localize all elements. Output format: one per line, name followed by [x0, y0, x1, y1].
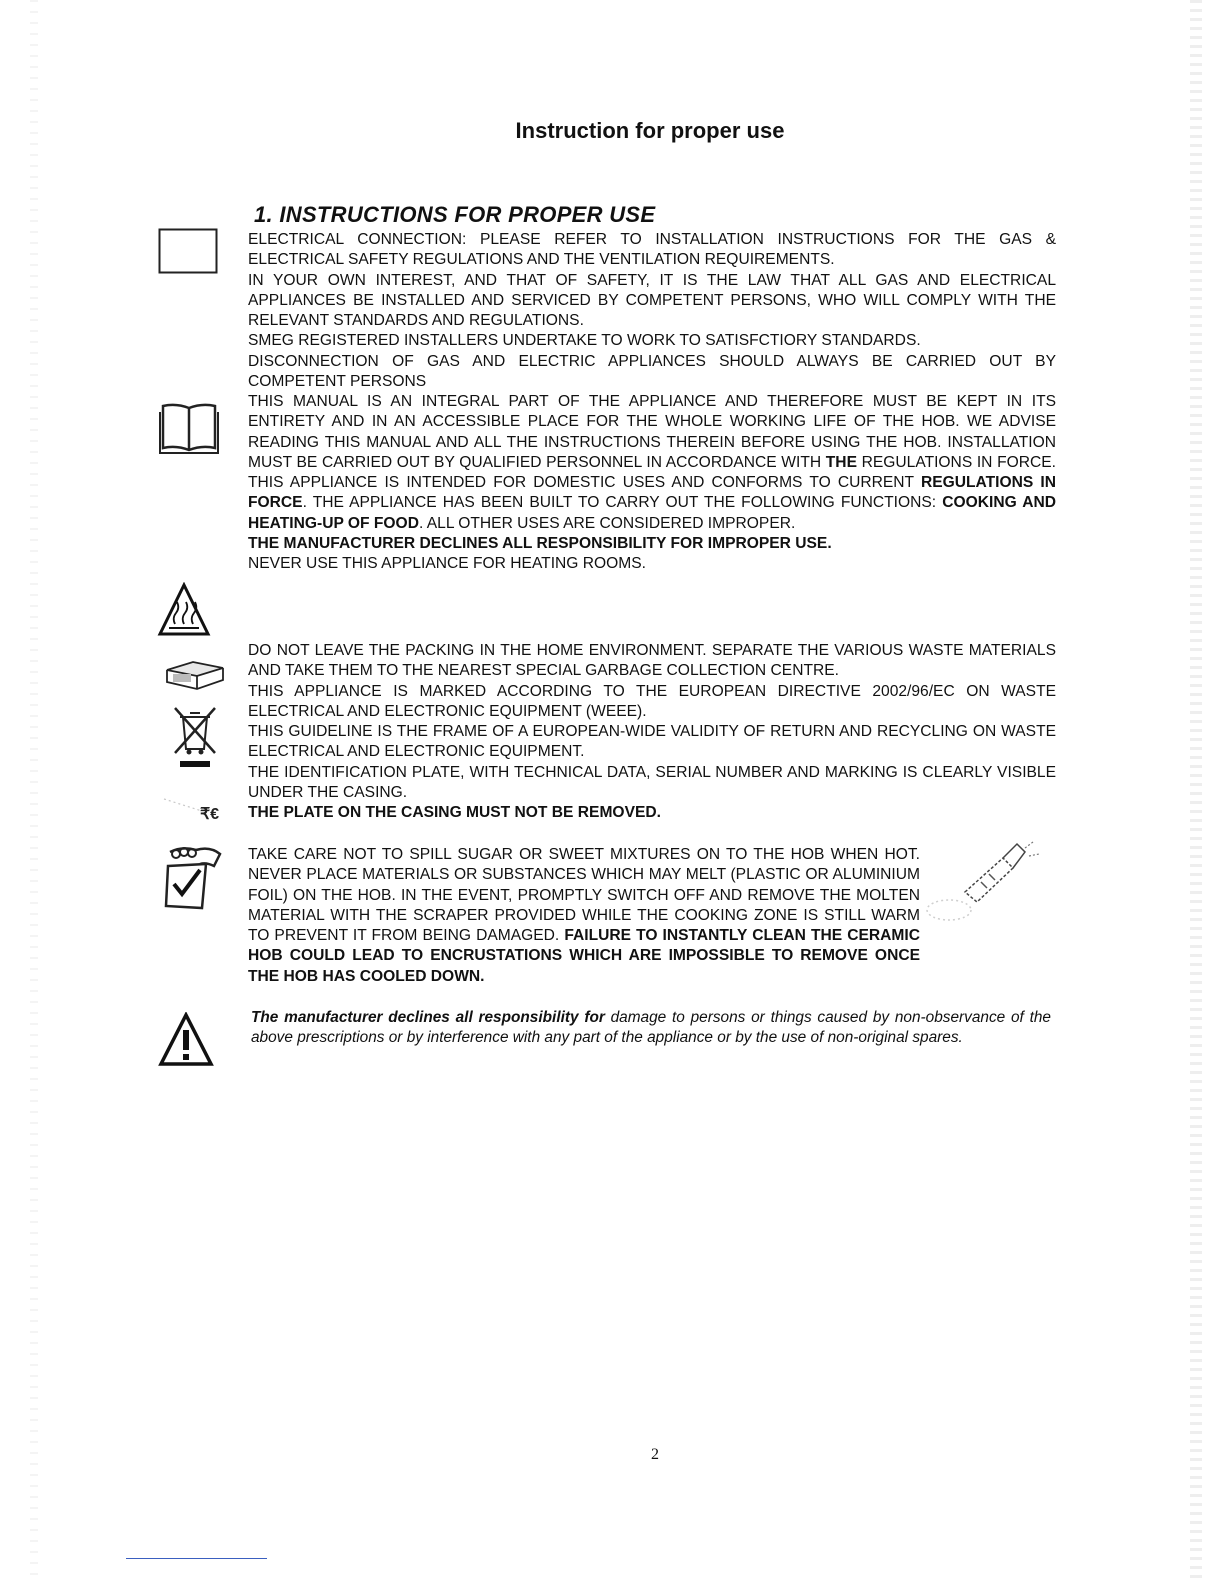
page-number: 2 — [651, 1446, 659, 1463]
manual-text: THIS MANUAL IS AN INTEGRAL PART OF THE APPLIANCE AND THEREFORE MUST BE KEPT IN ITS ENTIRETY AND IN AN ACCESSIBLE PLACE FOR THE WHOLE WORKING LIFE OF THE HOB. WE ADVISE READING THIS MANUAL AND ALL THE INSTRUCTIONS THEREIN BEFORE USING THE HOB. INSTALLATION MUST BE CARRIED OUT BY QUALIFIED PERSONNEL IN ACCORDANCE WITH THE REGULATIONS IN FORCE. THIS APPLIANCE IS INTENDED FOR DOMESTIC USES AND CONFORMS TO CURRENT REGULATIONS IN FORCE. THE APPLIANCE HAS BEEN BUILT TO CARRY OUT THE FOLLOWING FUNCTIONS: COOKING AND HEATING-UP OF FOOD. ALL OTHER USES ARE CONSIDERED IMPROPER. — [248, 393, 1057, 532]
scan-edge-left — [30, 0, 38, 1584]
open-book-icon — [158, 400, 220, 455]
exclamation-warning-icon — [158, 1012, 214, 1068]
weee-guideline-text: THIS GUIDELINE IS THE FRAME OF A EUROPEAN-WIDE VALIDITY OF RETURN AND RECYCLING ON WASTE ELECTRICAL AND ELECTRONIC EQUIPMENT. — [248, 723, 1056, 761]
hand-checkmark-icon — [162, 844, 228, 912]
ceramic-hob-block — [248, 845, 920, 987]
section-heading: 1. INSTRUCTIONS FOR PROPER USE — [254, 202, 656, 227]
installers-text: SMEG REGISTERED INSTALLERS UNDERTAKE TO WORK TO SATISFCTIORY STANDARDS. — [248, 332, 921, 350]
page-title: Instruction for proper use — [515, 118, 785, 143]
hot-surface-warning-icon — [157, 582, 211, 638]
svg-text:₹€: ₹€ — [200, 806, 220, 823]
disconnection-text: DISCONNECTION OF GAS AND ELECTRIC APPLIANCES SHOULD ALWAYS BE CARRIED OUT BY COMPETENT PERSONS — [248, 352, 1056, 391]
law-text: IN YOUR OWN INTEREST, AND THAT OF SAFETY, IT IS THE LAW THAT ALL GAS AND ELECTRICAL APPLIANCES BE INSTALLED AND SERVICED BY COMPETENT PERSONS, WHO WILL COMPLY WITH THE RELEVANT STANDARDS AND REGULATIONS. — [248, 271, 1056, 330]
scraper-icon — [925, 838, 1045, 930]
weee-directive-text: THIS APPLIANCE IS MARKED ACCORDING TO THE EUROPEAN DIRECTIVE 2002/96/EC ON WASTE ELECTRICAL AND ELECTRONIC EQUIPMENT (WEEE). — [248, 682, 1056, 720]
declines-text: THE MANUFACTURER DECLINES ALL RESPONSIBILITY FOR IMPROPER USE. — [248, 535, 832, 553]
scan-edge-right — [1190, 0, 1202, 1584]
disclaimer-text: The manufacturer declines all responsibility for damage to persons or things caused by non-observance of the above prescriptions or by interference with any part of the appliance or by the use of non-original spares. — [251, 1009, 1051, 1047]
electrical-connection-block — [248, 230, 1056, 392]
disclaimer-block — [251, 1008, 1051, 1049]
empty-box-icon — [158, 228, 218, 274]
packaging-box-icon — [163, 658, 227, 692]
plate-warning-text: THE PLATE ON THE CASING MUST NOT BE REMOVED. — [248, 804, 661, 822]
crossed-out-bin-icon — [170, 703, 220, 769]
never-heating-text: NEVER USE THIS APPLIANCE FOR HEATING ROOMS. — [248, 555, 647, 573]
sugar-text: TAKE CARE NOT TO SPILL SUGAR OR SWEET MIXTURES ON TO THE HOB WHEN HOT. NEVER PLACE MATERIALS OR SUBSTANCES WHICH MAY MELT (PLASTIC OR ALUMINIUM FOIL) ON THE HOB. IN THE EVENT, PROMPTLY SWITCH OFF AND REMOVE THE MOLTEN MATERIAL WITH THE SCRAPER PROVIDED WHILE THE COOKING ZONE IS STILL WARM TO PREVENT IT FROM BEING DAMAGED. FAILURE TO INSTANTLY CLEAN THE CERAMIC HOB COULD LEAD TO ENCRUSTATIONS WHICH ARE IMPOSSIBLE TO REMOVE ONCE THE HOB HAS COOLED DOWN. — [248, 846, 921, 985]
identification-plate-text: THE IDENTIFICATION PLATE, WITH TECHNICAL DATA, SERIAL NUMBER AND MARKING IS CLEARLY VISIBLE UNDER THE CASING. — [248, 763, 1056, 802]
environment-block — [248, 641, 1056, 824]
packing-text: DO NOT LEAVE THE PACKING IN THE HOME ENVIRONMENT. SEPARATE THE VARIOUS WASTE MATERIALS AND TAKE THEM TO THE NEAREST SPECIAL GARBAGE COLLECTION CENTRE. — [248, 642, 1056, 680]
manual-block — [248, 392, 1056, 575]
footer-rule — [126, 1558, 267, 1559]
electrical-connection-text: ELECTRICAL CONNECTION: PLEASE REFER TO INSTALLATION INSTRUCTIONS FOR THE GAS & ELECTRICAL SAFETY REGULATIONS AND THE VENTILATION REQUIREMENTS. — [248, 231, 1056, 269]
ce-mark-icon — [162, 795, 226, 825]
